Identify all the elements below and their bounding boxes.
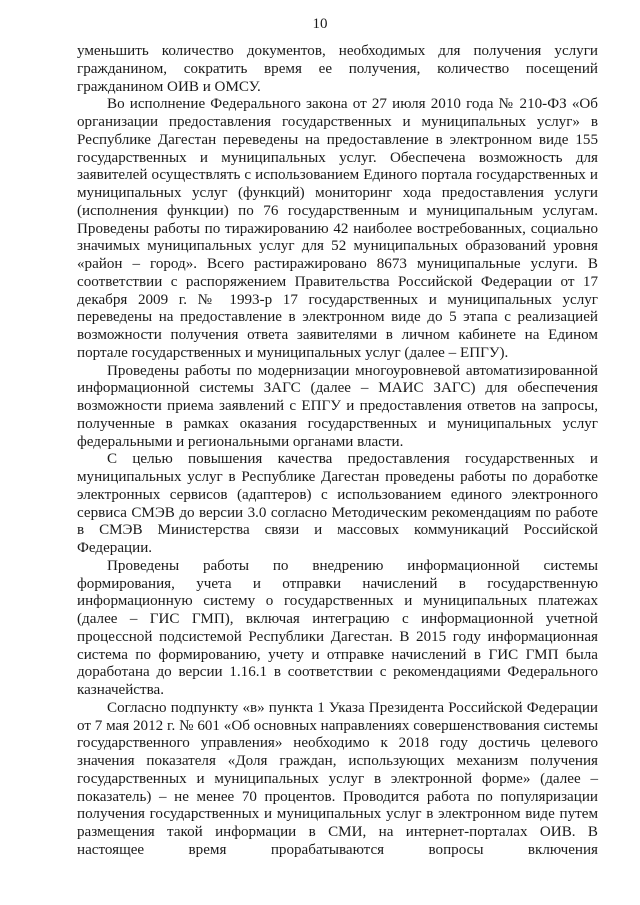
paragraph-decree-601: Согласно подпункту «в» пункта 1 Указа Президента Российской Федерации от 7 мая 2012 г. № 601 «Об основных направлениях совершенствования системы государственного управления» необходимо к 2018 году достичь целевого значения показателя «Доля граждан, использующих механизм получения государственных и муниципальных услуг в электронной форме» (далее – показатель) – не менее 70 процентов. Проводится работа по популяризации получения государственных и муниципальных услуг в электронном виде путем размещения такой информации в СМИ, на интернет-порталах ОИВ. В настоящее время прорабатываются вопросы включения bbox=[77, 699, 598, 858]
paragraph-mais-zags: Проведены работы по модернизации многоуровневой автоматизированной информационной системы ЗАГС (далее – МАИС ЗАГС) для обеспечения возможности приема заявлений с ЕПГУ и предоставления ответов на запросы, полученные в рамках оказания государственных и муниципальных услуг федеральными и региональными органами власти. bbox=[77, 362, 598, 450]
paragraph-gis-gmp: Проведены работы по внедрению информационной системы формирования, учета и отправки начислений в государственную информационную систему о государственных и муниципальных платежах (далее – ГИС ГМП), включая интеграцию с информационной учетной процессной подсистемой Республики Дагестан. В 2015 году информационная система по формированию, учету и отправке начислений в ГИС ГМП была доработана до версии 1.16.1 в соответствии с рекомендациями Федерального казначейства. bbox=[77, 557, 598, 698]
page-number: 10 bbox=[312, 16, 328, 32]
paragraph-federal-law-210: Во исполнение Федерального закона от 27 июля 2010 года № 210-ФЗ «Об организации предоставления государственных и муниципальных услуг» в Республике Дагестан переведены на предоставление в электронном виде 155 государственных и муниципальных услуг. Обеспечена возможность для заявителей осуществлять с использованием Единого портала государственных и муниципальных услуг (функций) мониторинг хода предоставления услуги (исполнения функции) по 76 государственным и муниципальным услугам. Проведены работы по тиражированию 42 наиболее востребованных, социально значимых муниципальных услуг для 52 муниципальных образований уровня «район – город». Всего растиражировано 8673 муниципальные услуги. В соответствии с распоряжением Правительства Российской Федерации от 17 декабря 2009 г. № 1993-р 17 государственных и муниципальных услуг переведены на предоставление в электронном виде до 5 этапа с реализацией возможности получения ответа заявителями в личном кабинете на Едином портале государственных и муниципальных услуг (далее – ЕПГУ). bbox=[77, 96, 598, 361]
paragraph-smev: С целью повышения качества предоставления государственных и муниципальных услуг в Республике Дагестан проведены работы по доработке электронных сервисов (адаптеров) с использованием единого электронного сервиса СМЭВ до версии 3.0 согласно Методическим рекомендациям по работе в СМЭВ Министерства связи и массовых коммуникаций Российской Федерации. bbox=[77, 451, 598, 556]
document-body bbox=[77, 43, 598, 860]
paragraph-continuation: уменьшить количество документов, необходимых для получения услуги гражданином, сократить время ее получения, количество посещений гражданином ОИВ и ОМСУ. bbox=[77, 43, 598, 95]
